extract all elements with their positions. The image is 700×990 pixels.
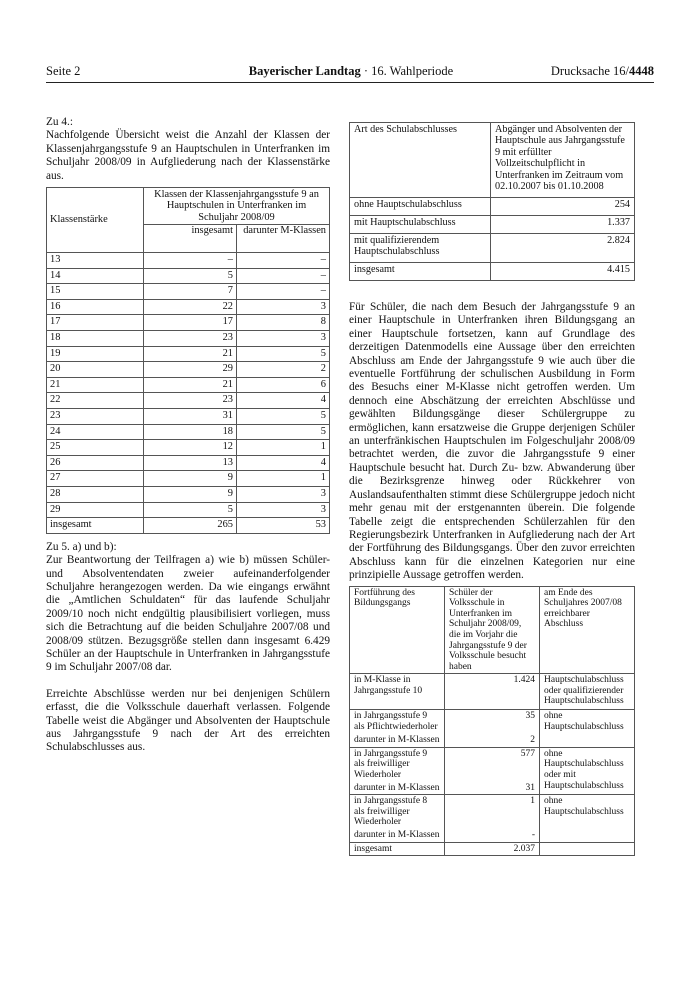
table1-cell-m: 3 bbox=[237, 502, 330, 518]
table1-cell-size: 25 bbox=[47, 440, 144, 456]
table3-value: 1.424 bbox=[445, 674, 540, 710]
class-size-table bbox=[46, 187, 330, 534]
table1-cell-m: 2 bbox=[237, 362, 330, 378]
table1-col-m: darunter M-Klassen bbox=[237, 225, 330, 253]
table1-cell-m: – bbox=[237, 268, 330, 284]
table2-row-label: ohne Hauptschulabschluss bbox=[350, 198, 491, 216]
table1-cell-total: 21 bbox=[144, 346, 237, 362]
table3-sub-label: darunter in M-Klassen bbox=[350, 829, 445, 842]
table3-label: in Jahrgangsstufe 9 als freiwilliger Wiederholer bbox=[350, 747, 445, 781]
table1-cell-size: 24 bbox=[47, 424, 144, 440]
table1-cell-size: 22 bbox=[47, 393, 144, 409]
table2-row-value: 1.337 bbox=[491, 216, 635, 234]
q5-label: Zu 5. a) und b): bbox=[46, 540, 117, 553]
table1-cell-size: 21 bbox=[47, 377, 144, 393]
doc-number-bold: 4448 bbox=[629, 64, 654, 78]
table1-cell-m: 5 bbox=[237, 424, 330, 440]
header-title bbox=[201, 64, 501, 79]
table1-cell-total: 31 bbox=[144, 408, 237, 424]
table3-label: in M-Klasse in Jahrgangsstufe 10 bbox=[350, 674, 445, 710]
table1-cell-total: 23 bbox=[144, 331, 237, 347]
table3-value: 1 bbox=[445, 795, 540, 829]
table1-cell-total: 29 bbox=[144, 362, 237, 378]
table2-row-value: 2.824 bbox=[491, 234, 635, 263]
table1-cell-total: 9 bbox=[144, 471, 237, 487]
table1-row bbox=[47, 502, 330, 518]
table1-body bbox=[47, 253, 330, 534]
table1-cell-m: 53 bbox=[237, 518, 330, 534]
table3-sub-value: - bbox=[445, 829, 540, 842]
header-rule bbox=[46, 82, 654, 83]
continuation-table bbox=[349, 586, 635, 857]
q4-label: Zu 4.: bbox=[46, 116, 73, 128]
table3-sub-label: darunter in M-Klassen bbox=[350, 782, 445, 795]
table1-cell-total: 21 bbox=[144, 377, 237, 393]
table1-cell-size: 27 bbox=[47, 471, 144, 487]
table1-cell-m: 3 bbox=[237, 299, 330, 315]
table1-cell-total: 23 bbox=[144, 393, 237, 409]
table1-cell-size: 23 bbox=[47, 408, 144, 424]
table1-row bbox=[47, 471, 330, 487]
table1-row bbox=[47, 268, 330, 284]
table1-cell-total: 13 bbox=[144, 455, 237, 471]
table1-col-header: Klassen der Klassenjahrgangsstufe 9 an Hauptschulen in Unterfranken im Schuljahr 2008/09 bbox=[144, 188, 330, 225]
table1-cell-m: 3 bbox=[237, 331, 330, 347]
table1-row bbox=[47, 331, 330, 347]
table3-sub-label: darunter in M-Klassen bbox=[350, 734, 445, 747]
table1-cell-size: 20 bbox=[47, 362, 144, 378]
table3-header-track: Fortführung des Bildungsgangs bbox=[350, 586, 445, 674]
q5-text-2: Erreichte Abschlüsse werden nur bei denjenigen Schülern erfasst, die die Volksschule dauerhaft verlassen. Folgende Tabelle weist die Abgänger und Absolventen der Hauptschule aus Jahrgangsstufe 9 nach der Art des erreichten Schulabschlusses aus. bbox=[46, 687, 330, 754]
table1-row bbox=[47, 362, 330, 378]
table1-cell-m: 8 bbox=[237, 315, 330, 331]
table3-total-label: insgesamt bbox=[350, 842, 445, 856]
table1-cell-size: 15 bbox=[47, 284, 144, 300]
table1-row-header: Klassenstärke bbox=[47, 188, 144, 253]
table3-label: in Jahrgangsstufe 8 als freiwilliger Wiederholer bbox=[350, 795, 445, 829]
table1-row bbox=[47, 253, 330, 269]
table1-row bbox=[47, 455, 330, 471]
table1-row bbox=[47, 315, 330, 331]
table3-total-value: 2.037 bbox=[445, 842, 540, 856]
right-column bbox=[349, 122, 635, 856]
right-paragraph: Für Schüler, die nach dem Besuch der Jahrgangsstufe 9 an einer Hauptschule in Unterfranken ihren Bildungsgang an einer Hauptschule fortsetzen, kann auf Grundlage des derzeitigen Datenmodells eine Aussage über den erreichten Abschluss am Ende der Jahrgangsstufe 9 wie auch über die eventuelle Fortführung der schulischen Ausbildung in Form des Besuchs einer M-Klasse nicht getroffen werden. Um dennoch eine Abschätzung der erreichten Abschlüsse und gewählten Bildungsgänge dieser Schülergruppe zu ermöglichen, kann ersatzweise die Gruppe derjenigen Schüler an unterfränkischen Hauptschulen im Folgeschuljahr 2008/09 betrachtet werden, die zuvor die Jahrgangsstufe 9 einer Hauptschule besucht hat. Durch Zu- bzw. Abwanderung über die Bezirksgrenze hinweg oder Rückkehrer von Auslandsaufenthalten stimmt diese Schülergruppe jedoch nicht mehr genau mit der erstgenannten überein. Die folgende Tabelle zeigt die entsprechenden Schülerzahlen für den Regierungsbezirk Unterfranken in Aufgliederung nach der Art der Fortführung des Bildungsgangs. Über den zuvor erreichten Abschluss kann für die einzelnen Kategorien nur eine prinzipielle Aussage getroffen werden. bbox=[349, 301, 635, 582]
table1-cell-m: 1 bbox=[237, 440, 330, 456]
table1-row bbox=[47, 424, 330, 440]
table3-note: Hauptschulabschluss oder qualifizierender Hauptschulabschluss bbox=[540, 674, 635, 710]
table1-cell-size: 19 bbox=[47, 346, 144, 362]
page-header bbox=[46, 64, 654, 80]
table1-cell-total: 18 bbox=[144, 424, 237, 440]
table1-row bbox=[47, 393, 330, 409]
table1-total-row bbox=[47, 518, 330, 534]
table1-cell-total: 5 bbox=[144, 268, 237, 284]
table1-cell-total: 9 bbox=[144, 486, 237, 502]
parliament-name: Bayerischer Landtag bbox=[248, 64, 361, 78]
table1-cell-size: 17 bbox=[47, 315, 144, 331]
table1-row bbox=[47, 346, 330, 362]
table1-cell-total: 7 bbox=[144, 284, 237, 300]
table1-cell-size: 26 bbox=[47, 455, 144, 471]
table1-cell-total: 17 bbox=[144, 315, 237, 331]
table1-cell-size: insgesamt bbox=[47, 518, 144, 534]
table1-cell-m: 3 bbox=[237, 486, 330, 502]
table1-cell-size: 16 bbox=[47, 299, 144, 315]
table2-total-value: 4.415 bbox=[491, 263, 635, 281]
table3-header-degree: am Ende des Schuljahres 2007/08 erreichbarer Abschluss bbox=[540, 586, 635, 674]
table1-cell-size: 28 bbox=[47, 486, 144, 502]
table1-cell-size: 14 bbox=[47, 268, 144, 284]
table1-cell-size: 29 bbox=[47, 502, 144, 518]
table3-header-students: Schüler der Volksschule in Unterfranken im Schuljahr 2008/09, die im Vorjahr die Jahrgangsstufe 9 der Volksschule besucht haben bbox=[445, 586, 540, 674]
table3-label: in Jahrgangsstufe 9 als Pflichtwiederholer bbox=[350, 710, 445, 735]
table1-cell-size: 13 bbox=[47, 253, 144, 269]
table1-row bbox=[47, 377, 330, 393]
table1-cell-size: 18 bbox=[47, 331, 144, 347]
table3-total-note bbox=[540, 842, 635, 856]
table1-col-total: insgesamt bbox=[144, 225, 237, 253]
table3-note: ohne Hauptschulabschluss oder mit Hauptschulabschluss bbox=[540, 747, 635, 794]
legislative-period: 16. Wahlperiode bbox=[371, 64, 454, 78]
header-separator: · bbox=[363, 64, 368, 78]
table1-row bbox=[47, 408, 330, 424]
table3-note: ohne Hauptschulabschluss bbox=[540, 710, 635, 748]
table3-value: 35 bbox=[445, 710, 540, 735]
table2-row-label: mit Hauptschulabschluss bbox=[350, 216, 491, 234]
table3-note: ohne Hauptschulabschluss bbox=[540, 795, 635, 842]
table1-cell-m: 4 bbox=[237, 393, 330, 409]
table1-cell-m: – bbox=[237, 284, 330, 300]
page-number: Seite 2 bbox=[46, 64, 81, 78]
table1-cell-total: 5 bbox=[144, 502, 237, 518]
table1-row bbox=[47, 440, 330, 456]
table2-header-count: Abgänger und Absolventen der Hauptschule aus Jahrgangsstufe 9 mit erfüllter Vollzeitschulpflicht in Unterfranken im Zeitraum vom 02.10.2007 bis 01.10.2008 bbox=[491, 123, 635, 198]
table3-sub-value: 2 bbox=[445, 734, 540, 747]
table1-row bbox=[47, 284, 330, 300]
table1-cell-m: 4 bbox=[237, 455, 330, 471]
table1-row bbox=[47, 299, 330, 315]
document-number bbox=[551, 64, 654, 79]
table1-cell-total: 12 bbox=[144, 440, 237, 456]
table2-row-value: 254 bbox=[491, 198, 635, 216]
doc-prefix: Drucksache 16/ bbox=[550, 64, 629, 78]
q4-text: Nachfolgende Übersicht weist die Anzahl der Klassen der Klassenjahrgangsstufe 9 an Hauptschulen in Unterfranken im Schuljahr 2008/09 in Aufgliederung nach der Klassenstärke aus. bbox=[46, 129, 330, 182]
table3-value: 577 bbox=[445, 747, 540, 781]
table1-cell-total: – bbox=[144, 253, 237, 269]
q5-text: Zur Beantwortung der Teilfragen a) wie b) müssen Schüler- und Absolventendaten zweier aufeinanderfolgender Schuljahre herangezogen werden. Da wie eingangs erwähnt die „Amtlichen Schuldaten“ für das laufende Schuljahr 2009/10 noch nicht endgültig plausibilisiert vorliegen, muss sich die Betrachtung auf die beiden Schuljahre 2007/08 und 2008/09 stützen. Bezugsgröße stellen dann insgesamt 6.429 Schüler an der Hauptschule in Unterfranken in Jahrgangsstufe 9 im Schuljahr 2007/08 dar. bbox=[46, 554, 330, 674]
left-column bbox=[46, 116, 330, 755]
table2-total-label: insgesamt bbox=[350, 263, 491, 281]
table1-row bbox=[47, 486, 330, 502]
table1-cell-total: 265 bbox=[144, 518, 237, 534]
table1-cell-m: 5 bbox=[237, 408, 330, 424]
table2-header-type: Art des Schulabschlusses bbox=[350, 123, 491, 198]
table1-cell-m: 1 bbox=[237, 471, 330, 487]
table1-cell-m: 6 bbox=[237, 377, 330, 393]
table1-cell-total: 22 bbox=[144, 299, 237, 315]
table3-sub-value: 31 bbox=[445, 782, 540, 795]
graduates-table bbox=[349, 122, 635, 281]
table1-cell-m: 5 bbox=[237, 346, 330, 362]
table2-row-label: mit qualifizierendem Hauptschulabschluss bbox=[350, 234, 491, 263]
table1-cell-m: – bbox=[237, 253, 330, 269]
